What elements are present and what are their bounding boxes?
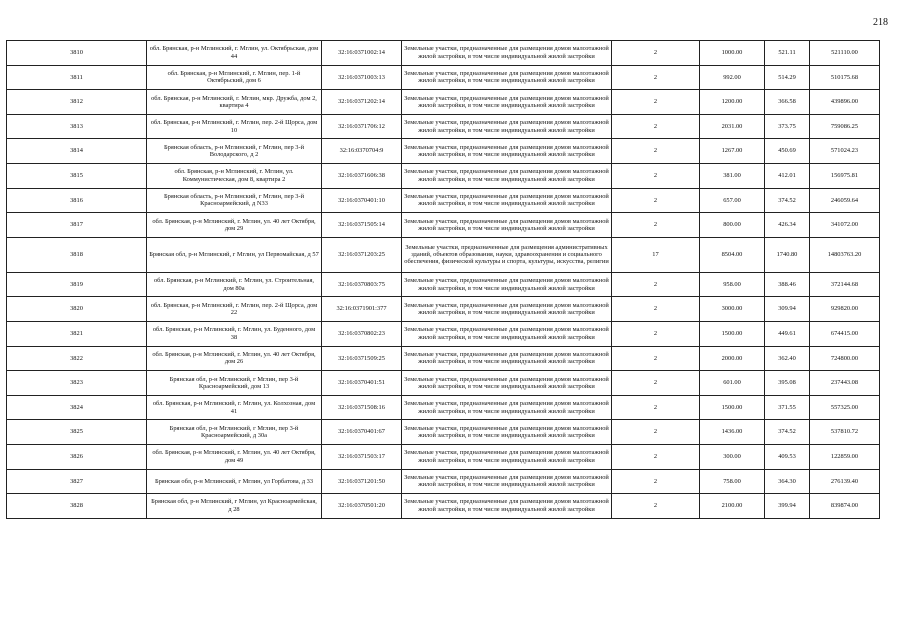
address-cell: обл. Брянская, р-н Мглинский, г. Мглин, ул. 40 лет Октября, дом 49	[147, 444, 322, 469]
cadastral-number-cell: 32:16:0371901:377	[322, 297, 402, 322]
cadastral-number-cell: 32:16:0371202:14	[322, 90, 402, 115]
cadastral-number-cell: 32:16:0371606:38	[322, 163, 402, 188]
specific-value-cell: 412.01	[765, 163, 810, 188]
row-number-cell: 3822	[7, 346, 147, 371]
table-row	[7, 90, 880, 115]
cadastral-value-cell: 557325.00	[810, 395, 880, 420]
row-number-cell: 3816	[7, 188, 147, 213]
address-cell: обл. Брянская, р-н Мглинский, г. Мглин, пер. 2-й Щорса, дом 22	[147, 297, 322, 322]
table-row	[7, 114, 880, 139]
row-number-cell: 3825	[7, 420, 147, 445]
area-cell: 758.00	[700, 469, 765, 494]
table-row	[7, 494, 880, 519]
specific-value-cell: 371.55	[765, 395, 810, 420]
address-cell: обл. Брянская, р-н Мглинский, г. Мглин, ул. 40 лет Октября, дом 26	[147, 346, 322, 371]
address-cell: Брянская обл, р-н Мглинский, г Мглин, ул Первомайская, д 57	[147, 237, 322, 272]
cadastral-number-cell: 32:16:0371509:25	[322, 346, 402, 371]
table-row	[7, 213, 880, 238]
specific-value-cell: 309.94	[765, 297, 810, 322]
address-cell: обл. Брянская, р-н Мглинский, г. Мглин, ул. Буденного, дом 38	[147, 321, 322, 346]
cadastral-number-cell: 32:16:0370802:23	[322, 321, 402, 346]
address-cell: Брянская область, р-н Мглинский, г Мглин, пер 3-й Красноармейский, д N33	[147, 188, 322, 213]
cadastral-value-cell: 674415.00	[810, 321, 880, 346]
row-number-cell: 3812	[7, 90, 147, 115]
specific-value-cell: 399.94	[765, 494, 810, 519]
table-row	[7, 297, 880, 322]
group-cell: 2	[612, 494, 700, 519]
permitted-use-cell: Земельные участки, предназначенные для размещения домов малоэтажной жилой застройки, в том числе индивидуальной жилой застройки	[402, 41, 612, 66]
specific-value-cell: 426.34	[765, 213, 810, 238]
specific-value-cell: 366.58	[765, 90, 810, 115]
cadastral-value-cell: 372144.68	[810, 272, 880, 297]
row-number-cell: 3823	[7, 371, 147, 396]
cadastral-number-cell: 32:16:0370401:67	[322, 420, 402, 445]
cadastral-number-cell: 32:16:0371503:17	[322, 444, 402, 469]
cadastral-value-cell: 929820.00	[810, 297, 880, 322]
group-cell: 2	[612, 65, 700, 90]
address-cell: Брянская обл, р-н Мглинский, г Мглин, ул Горбатова, д 33	[147, 469, 322, 494]
group-cell: 2	[612, 90, 700, 115]
page-number: 218	[873, 17, 888, 28]
group-cell: 17	[612, 237, 700, 272]
cadastral-value-cell: 521110.00	[810, 41, 880, 66]
specific-value-cell: 514.29	[765, 65, 810, 90]
table-row	[7, 420, 880, 445]
table-row	[7, 395, 880, 420]
cadastral-value-cell: 439896.00	[810, 90, 880, 115]
address-cell: обл. Брянская, р-н Мглинский, г. Мглин, ул. Колхозная, дом 41	[147, 395, 322, 420]
cadastral-number-cell: 32:16:0370704:9	[322, 139, 402, 164]
area-cell: 1500.00	[700, 395, 765, 420]
table-row	[7, 139, 880, 164]
address-cell: Брянская обл, р-н Мглинский, г Мглин, пер 3-й Красноармейский, д 30а	[147, 420, 322, 445]
row-number-cell: 3820	[7, 297, 147, 322]
row-number-cell: 3818	[7, 237, 147, 272]
permitted-use-cell: Земельные участки, предназначенные для размещения домов малоэтажной жилой застройки, в том числе индивидуальной жилой застройки	[402, 90, 612, 115]
group-cell: 2	[612, 297, 700, 322]
cadastral-value-cell: 237443.08	[810, 371, 880, 396]
area-cell: 1500.00	[700, 321, 765, 346]
cadastral-value-cell: 156975.81	[810, 163, 880, 188]
cadastral-number-cell: 32:16:0371706:12	[322, 114, 402, 139]
specific-value-cell: 362.40	[765, 346, 810, 371]
table-row	[7, 321, 880, 346]
cadastral-value-cell: 571024.23	[810, 139, 880, 164]
group-cell: 2	[612, 395, 700, 420]
area-cell: 657.00	[700, 188, 765, 213]
specific-value-cell: 374.52	[765, 420, 810, 445]
area-cell: 300.00	[700, 444, 765, 469]
row-number-cell: 3815	[7, 163, 147, 188]
specific-value-cell: 373.75	[765, 114, 810, 139]
area-cell: 8504.00	[700, 237, 765, 272]
cadastral-value-cell: 839874.00	[810, 494, 880, 519]
permitted-use-cell: Земельные участки, предназначенные для размещения домов малоэтажной жилой застройки, в том числе индивидуальной жилой застройки	[402, 65, 612, 90]
area-cell: 800.00	[700, 213, 765, 238]
permitted-use-cell: Земельные участки, предназначенные для размещения домов малоэтажной жилой застройки, в том числе индивидуальной жилой застройки	[402, 395, 612, 420]
row-number-cell: 3821	[7, 321, 147, 346]
group-cell: 2	[612, 469, 700, 494]
address-cell: Брянская область, р-н Мглинский, г Мглин, пер 3-й Володарского, д 2	[147, 139, 322, 164]
row-number-cell: 3826	[7, 444, 147, 469]
group-cell: 2	[612, 444, 700, 469]
cadastral-number-cell: 32:16:0370501:20	[322, 494, 402, 519]
permitted-use-cell: Земельные участки, предназначенные для размещения домов малоэтажной жилой застройки, в том числе индивидуальной жилой застройки	[402, 272, 612, 297]
cadastral-number-cell: 32:16:0371002:14	[322, 41, 402, 66]
address-cell: Брянская обл, р-н Мглинский, г Мглин, ул Красноармейская, д 28	[147, 494, 322, 519]
specific-value-cell: 450.69	[765, 139, 810, 164]
address-cell: Брянская обл, р-н Мглинский, г Мглин, пер 3-й Красноармейский, дом 13	[147, 371, 322, 396]
table-body	[7, 41, 880, 519]
cadastral-value-cell: 759086.25	[810, 114, 880, 139]
permitted-use-cell: Земельные участки, предназначенные для размещения домов малоэтажной жилой застройки, в том числе индивидуальной жилой застройки	[402, 494, 612, 519]
row-number-cell: 3810	[7, 41, 147, 66]
row-number-cell: 3824	[7, 395, 147, 420]
area-cell: 1267.00	[700, 139, 765, 164]
cadastral-number-cell: 32:16:0371203:25	[322, 237, 402, 272]
area-cell: 1000.00	[700, 41, 765, 66]
area-cell: 2100.00	[700, 494, 765, 519]
permitted-use-cell: Земельные участки, предназначенные для размещения домов малоэтажной жилой застройки, в том числе индивидуальной жилой застройки	[402, 321, 612, 346]
row-number-cell: 3827	[7, 469, 147, 494]
group-cell: 2	[612, 163, 700, 188]
area-cell: 1200.00	[700, 90, 765, 115]
table-row	[7, 444, 880, 469]
group-cell: 2	[612, 114, 700, 139]
specific-value-cell: 364.30	[765, 469, 810, 494]
table-row	[7, 237, 880, 272]
cadastral-number-cell: 32:16:0371505:14	[322, 213, 402, 238]
cadastral-value-cell: 341072.00	[810, 213, 880, 238]
permitted-use-cell: Земельные участки, предназначенные для размещения административных зданий, объектов образования, науки, здравоохранения и социального обеспечения, физической культуры и спорта, культуры, искусства, религии	[402, 237, 612, 272]
cadastral-value-cell: 122859.00	[810, 444, 880, 469]
specific-value-cell: 521.11	[765, 41, 810, 66]
cadastral-number-cell: 32:16:0370401:51	[322, 371, 402, 396]
table-row	[7, 41, 880, 66]
permitted-use-cell: Земельные участки, предназначенные для размещения домов малоэтажной жилой застройки, в том числе индивидуальной жилой застройки	[402, 139, 612, 164]
address-cell: обл. Брянская, р-н Мглинский, г. Мглин, ул. 40 лет Октября, дом 29	[147, 213, 322, 238]
permitted-use-cell: Земельные участки, предназначенные для размещения домов малоэтажной жилой застройки, в том числе индивидуальной жилой застройки	[402, 371, 612, 396]
specific-value-cell: 374.52	[765, 188, 810, 213]
table-row	[7, 371, 880, 396]
address-cell: обл. Брянская, р-н Мглинский, г. Мглин, ул. Октябрьская, дом 44	[147, 41, 322, 66]
group-cell: 2	[612, 272, 700, 297]
row-number-cell: 3817	[7, 213, 147, 238]
permitted-use-cell: Земельные участки, предназначенные для размещения домов малоэтажной жилой застройки, в том числе индивидуальной жилой застройки	[402, 346, 612, 371]
area-cell: 2031.00	[700, 114, 765, 139]
address-cell: обл. Брянская, р-н Мглинский, г. Мглин, мкр. Дружба, дом 2, квартира 4	[147, 90, 322, 115]
permitted-use-cell: Земельные участки, предназначенные для размещения домов малоэтажной жилой застройки, в том числе индивидуальной жилой застройки	[402, 114, 612, 139]
cadastral-value-cell: 510175.68	[810, 65, 880, 90]
row-number-cell: 3819	[7, 272, 147, 297]
table-row	[7, 163, 880, 188]
cadastral-value-cell: 246059.64	[810, 188, 880, 213]
row-number-cell: 3814	[7, 139, 147, 164]
cadastral-value-cell: 537810.72	[810, 420, 880, 445]
group-cell: 2	[612, 321, 700, 346]
permitted-use-cell: Земельные участки, предназначенные для размещения домов малоэтажной жилой застройки, в том числе индивидуальной жилой застройки	[402, 469, 612, 494]
group-cell: 2	[612, 139, 700, 164]
specific-value-cell: 388.46	[765, 272, 810, 297]
table-row	[7, 469, 880, 494]
group-cell: 2	[612, 213, 700, 238]
table-row	[7, 346, 880, 371]
group-cell: 2	[612, 420, 700, 445]
permitted-use-cell: Земельные участки, предназначенные для размещения домов малоэтажной жилой застройки, в том числе индивидуальной жилой застройки	[402, 297, 612, 322]
permitted-use-cell: Земельные участки, предназначенные для размещения домов малоэтажной жилой застройки, в том числе индивидуальной жилой застройки	[402, 420, 612, 445]
specific-value-cell: 395.08	[765, 371, 810, 396]
table-row	[7, 188, 880, 213]
row-number-cell: 3828	[7, 494, 147, 519]
specific-value-cell: 409.53	[765, 444, 810, 469]
group-cell: 2	[612, 188, 700, 213]
permitted-use-cell: Земельные участки, предназначенные для размещения домов малоэтажной жилой застройки, в том числе индивидуальной жилой застройки	[402, 163, 612, 188]
row-number-cell: 3813	[7, 114, 147, 139]
area-cell: 1436.00	[700, 420, 765, 445]
address-cell: обл. Брянская, р-н Мглинский, г. Мглин, ул. Коммунистическая, дом 8, квартира 2	[147, 163, 322, 188]
cadastral-number-cell: 32:16:0370401:10	[322, 188, 402, 213]
cadastral-value-table	[6, 40, 880, 519]
address-cell: обл. Брянская, р-н Мглинский, г. Мглин, пер. 1-й Октябрьский, дом 6	[147, 65, 322, 90]
permitted-use-cell: Земельные участки, предназначенные для размещения домов малоэтажной жилой застройки, в том числе индивидуальной жилой застройки	[402, 213, 612, 238]
area-cell: 2000.00	[700, 346, 765, 371]
cadastral-value-cell: 14803763.20	[810, 237, 880, 272]
row-number-cell: 3811	[7, 65, 147, 90]
cadastral-number-cell: 32:16:0370803:75	[322, 272, 402, 297]
area-cell: 3000.00	[700, 297, 765, 322]
table-row	[7, 65, 880, 90]
cadastral-number-cell: 32:16:0371508:16	[322, 395, 402, 420]
specific-value-cell: 449.61	[765, 321, 810, 346]
area-cell: 601.00	[700, 371, 765, 396]
area-cell: 958.00	[700, 272, 765, 297]
cadastral-value-cell: 724800.00	[810, 346, 880, 371]
permitted-use-cell: Земельные участки, предназначенные для размещения домов малоэтажной жилой застройки, в том числе индивидуальной жилой застройки	[402, 444, 612, 469]
group-cell: 2	[612, 41, 700, 66]
group-cell: 2	[612, 371, 700, 396]
address-cell: обл. Брянская, р-н Мглинский, г. Мглин, пер. 2-й Щорса, дом 10	[147, 114, 322, 139]
cadastral-number-cell: 32:16:0371003:13	[322, 65, 402, 90]
area-cell: 381.00	[700, 163, 765, 188]
table-row	[7, 272, 880, 297]
permitted-use-cell: Земельные участки, предназначенные для размещения домов малоэтажной жилой застройки, в том числе индивидуальной жилой застройки	[402, 188, 612, 213]
address-cell: обл. Брянская, р-н Мглинский, г. Мглин, ул. Строительная, дом 80а	[147, 272, 322, 297]
area-cell: 992.00	[700, 65, 765, 90]
specific-value-cell: 1740.80	[765, 237, 810, 272]
group-cell: 2	[612, 346, 700, 371]
cadastral-number-cell: 32:16:0371201:50	[322, 469, 402, 494]
cadastral-value-cell: 276139.40	[810, 469, 880, 494]
